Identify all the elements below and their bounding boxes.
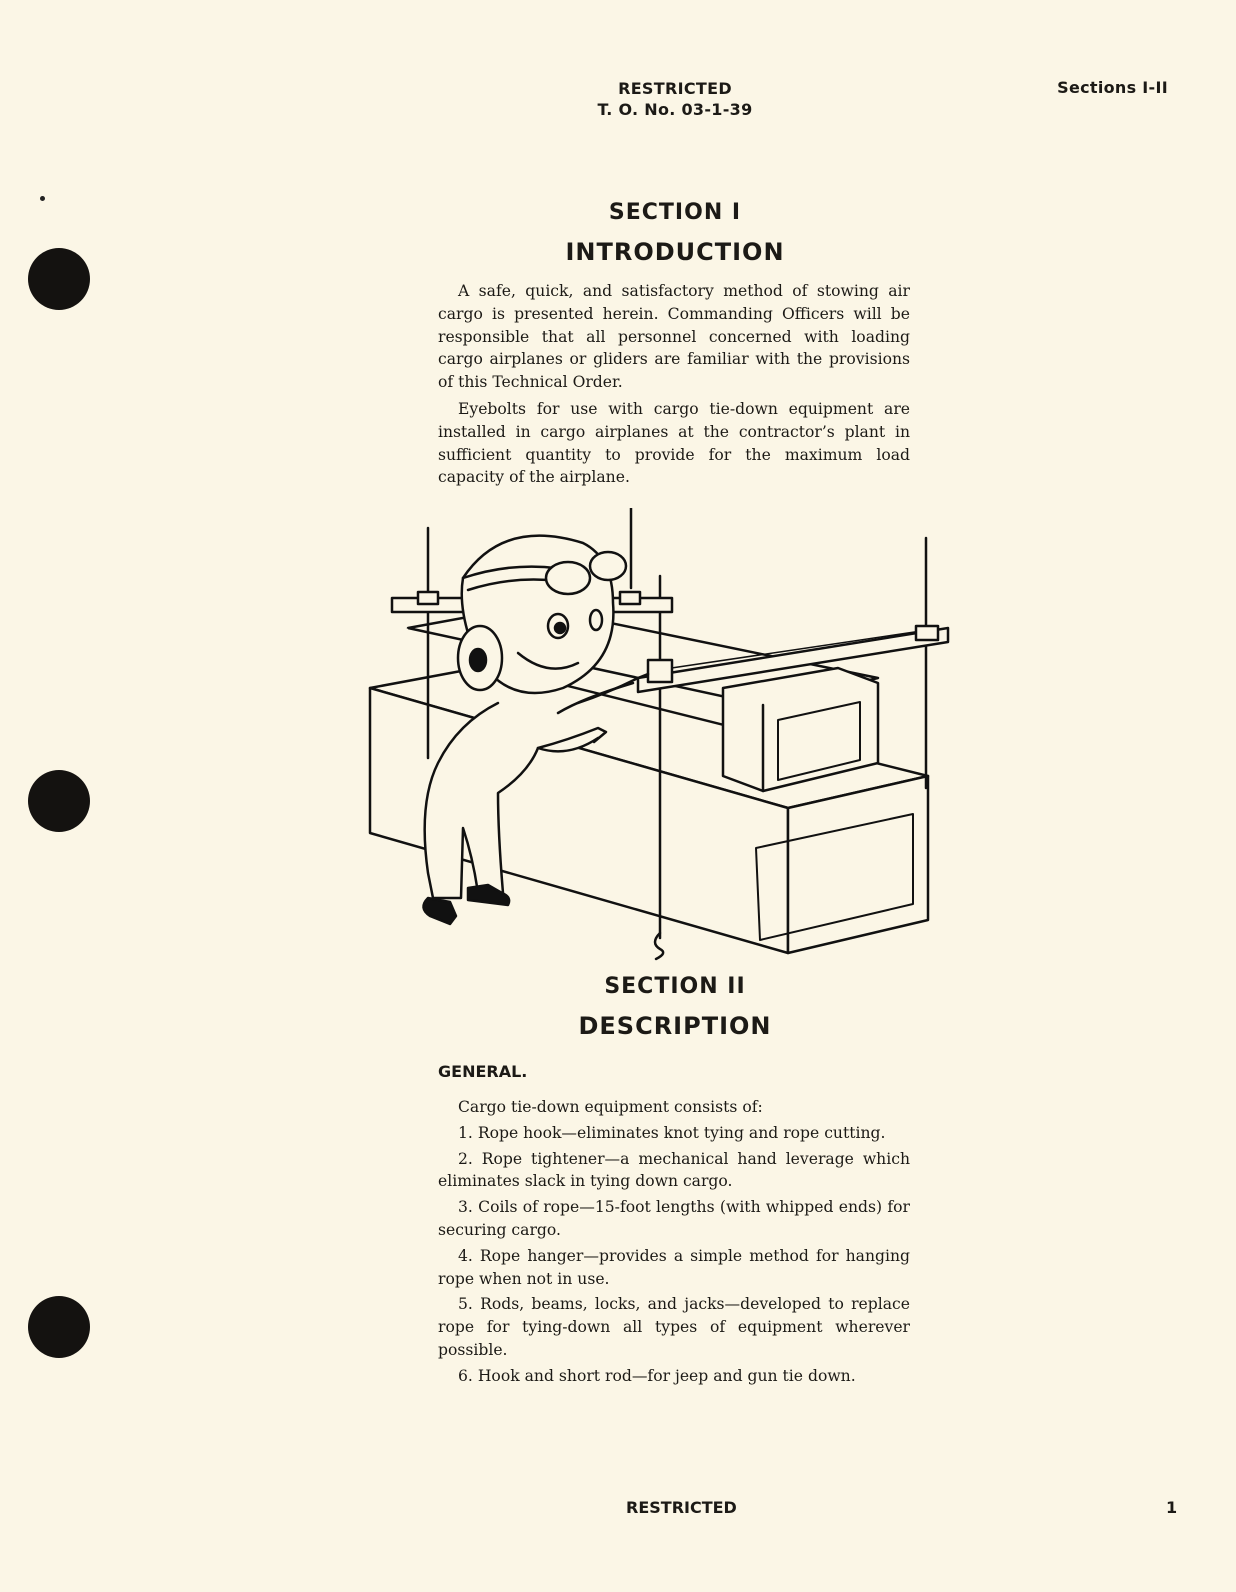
list-item: 1. Rope hook—eliminates knot tying and rope cutting. xyxy=(458,1123,886,1142)
binder-hole-middle xyxy=(28,770,90,832)
header-order-number: T. O. No. 03-1-39 xyxy=(597,100,753,119)
section1-body xyxy=(438,280,910,493)
intro-paragraph-2: Eyebolts for use with cargo tie-down equipment are installed in cargo airplanes at the contractor’s plant in sufficient quantity to provide for the maximum load capacity of the airplane. xyxy=(438,399,910,487)
section1-title: INTRODUCTION xyxy=(565,238,785,266)
binder-hole-bottom xyxy=(28,1296,90,1358)
list-item: 2. Rope tightener—a mechanical hand leverage which eliminates slack in tying down cargo. xyxy=(438,1149,910,1191)
list-item: 3. Coils of rope—15-foot lengths (with whipped ends) for securing cargo. xyxy=(438,1198,910,1239)
section1-number: SECTION I xyxy=(608,200,742,225)
paper-speck xyxy=(40,196,45,201)
equipment-intro: Cargo tie-down equipment consists of: xyxy=(458,1098,763,1116)
page-number: 1 xyxy=(1166,1498,1178,1517)
footer-classification: RESTRICTED xyxy=(626,1498,737,1517)
section2-subheading: GENERAL. xyxy=(438,1062,528,1081)
list-item: 4. Rope hanger—provides a simple method for hanging rope when not in use. xyxy=(438,1246,910,1288)
header-classification: RESTRICTED xyxy=(618,79,732,98)
equipment-list xyxy=(438,1096,910,1391)
header-sections-label: Sections I-II xyxy=(1057,78,1168,97)
binder-hole-top xyxy=(28,248,90,310)
list-item: 5. Rods, beams, locks, and jacks—developed to replace rope for tying-down all types of equipment wherever possible. xyxy=(438,1295,910,1359)
intro-paragraph-1: A safe, quick, and satisfactory method of stowing air cargo is presented herein. Commanding Officers will be responsible that all personnel concerned with loading cargo airplanes or gliders are familiar with the provisions of this Technical Order. xyxy=(438,282,910,392)
cargo-tie-down-illustration xyxy=(368,508,968,968)
section2-number: SECTION II xyxy=(604,974,746,999)
list-item: 6. Hook and short rod—for jeep and gun tie down. xyxy=(458,1366,856,1385)
page-header xyxy=(560,78,790,120)
section2-title: DESCRIPTION xyxy=(578,1012,772,1040)
